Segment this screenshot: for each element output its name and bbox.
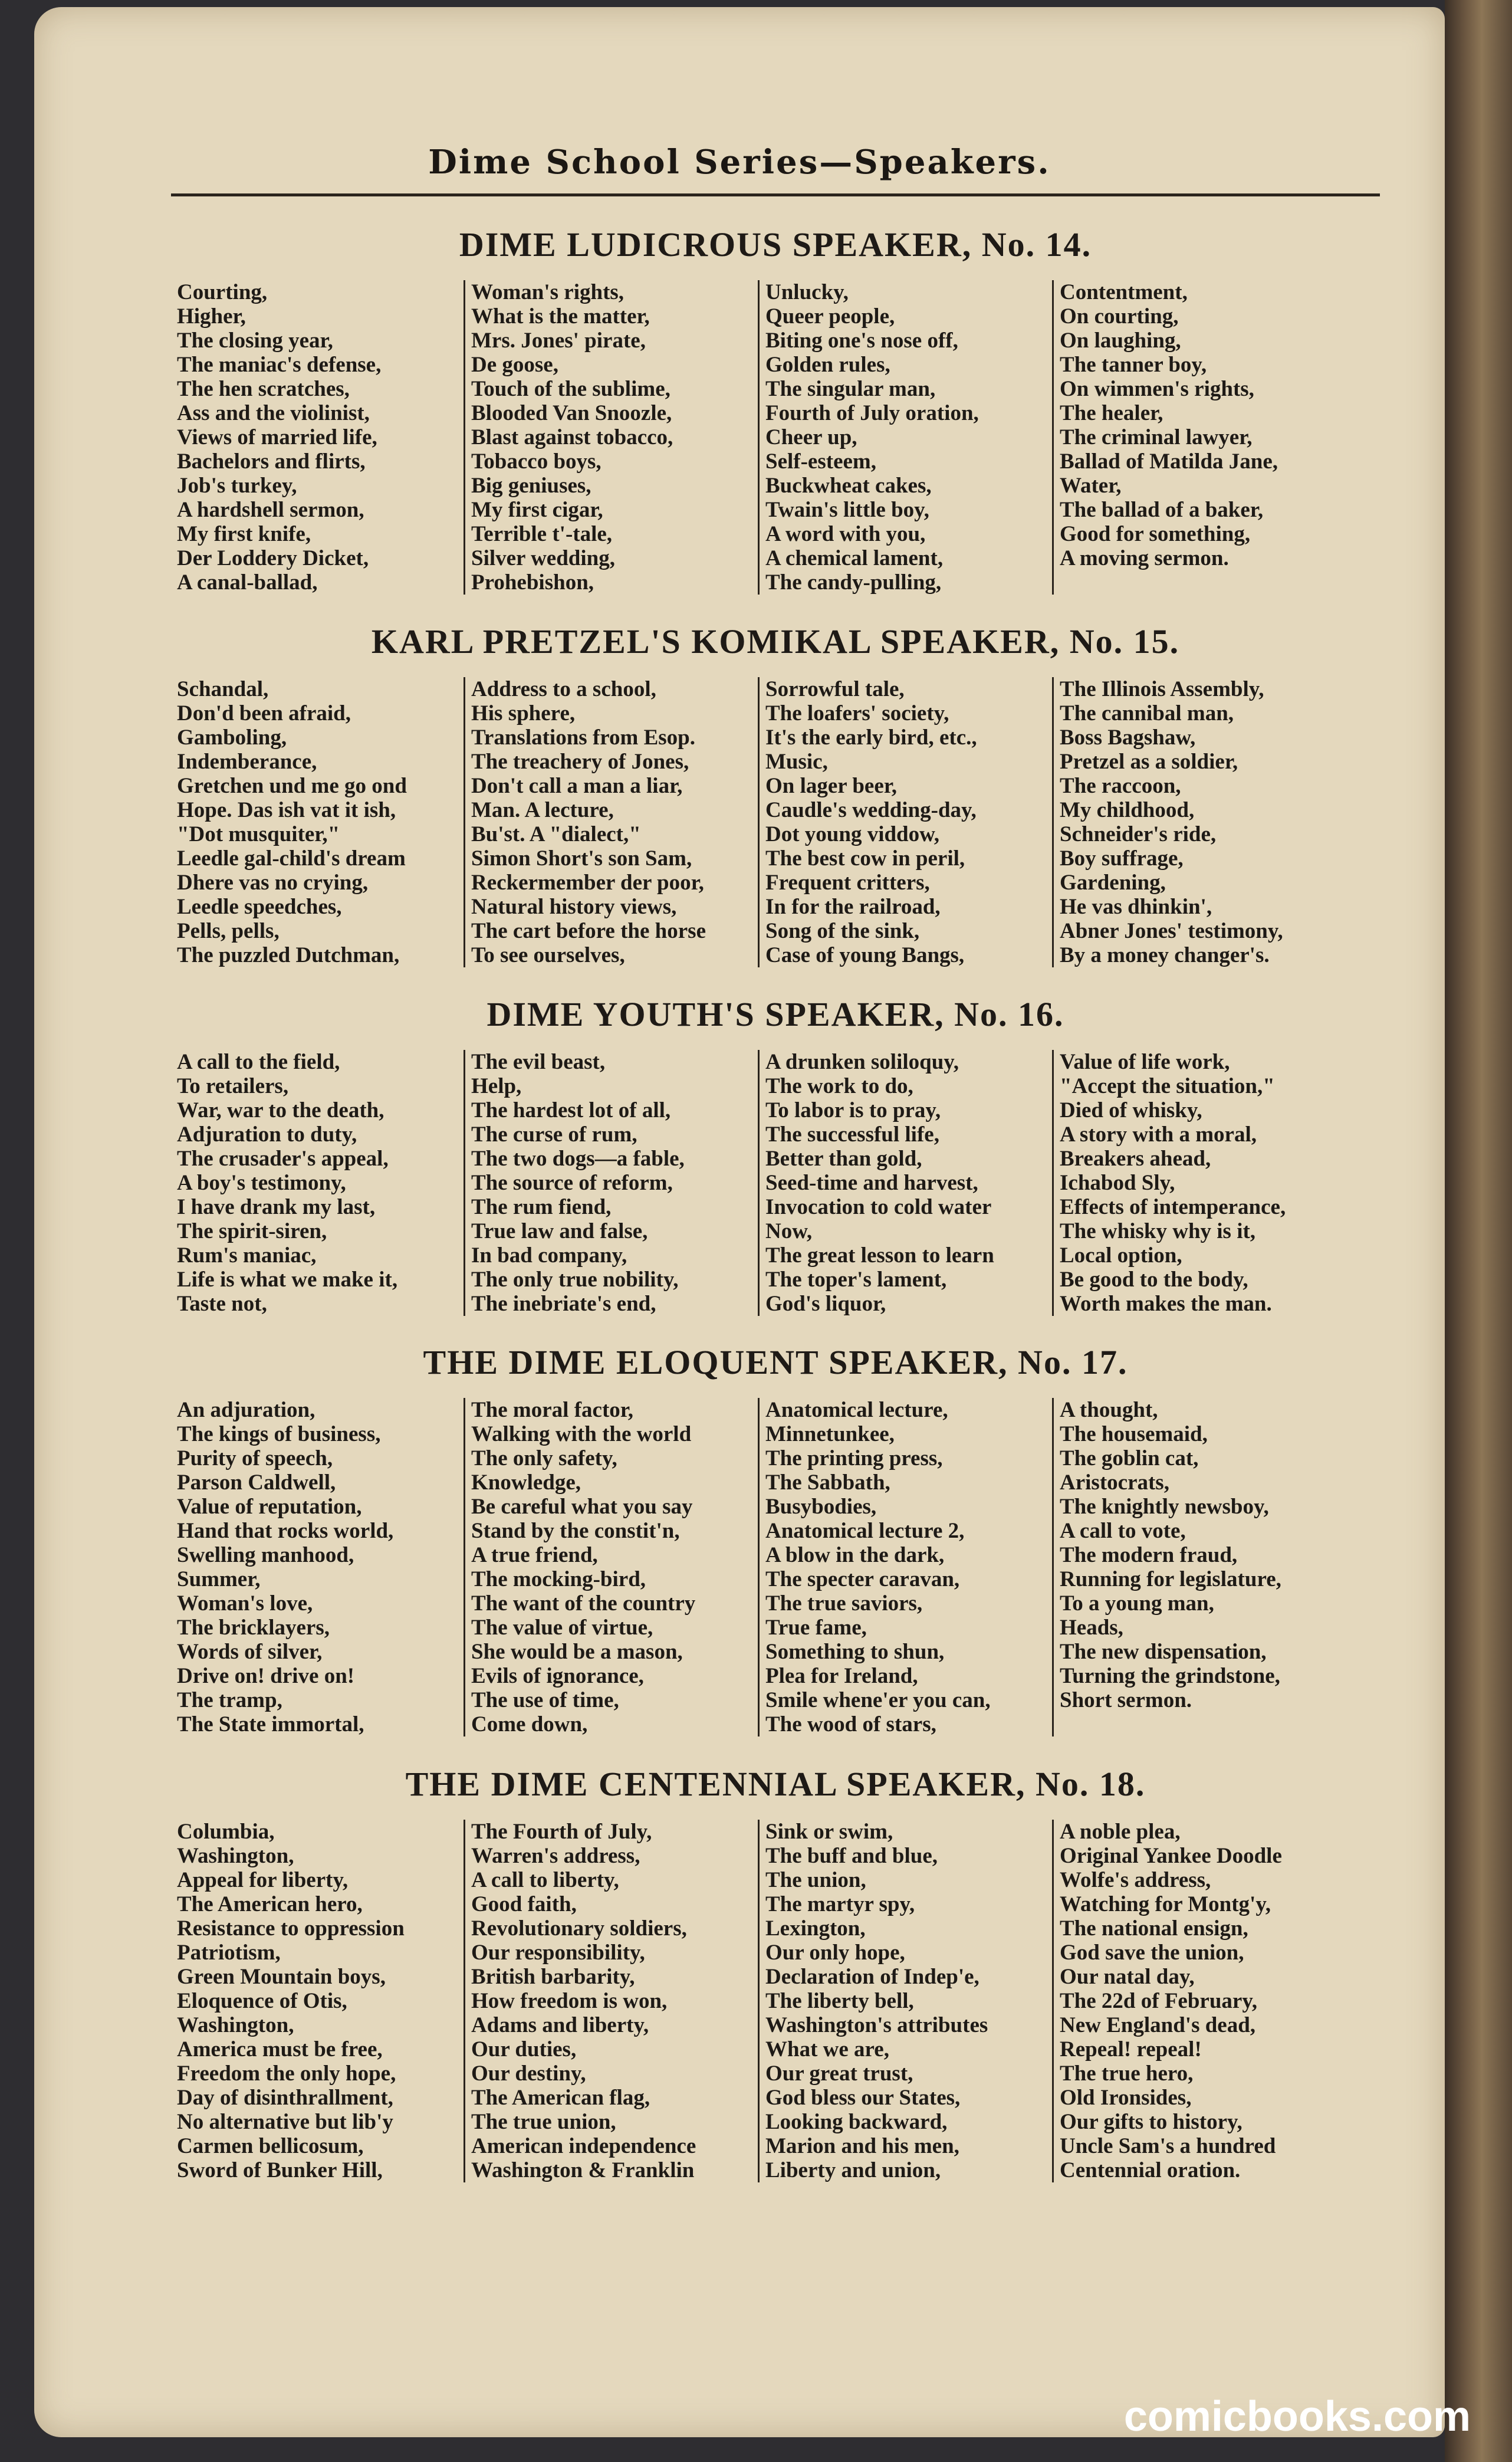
speech-title: Biting one's nose off,: [765, 329, 958, 353]
speech-title: A canal-ballad,: [177, 570, 318, 595]
speech-title: She would be a mason,: [471, 1640, 683, 1664]
speech-title: Pretzel as a soldier,: [1060, 750, 1238, 774]
speech-title: Be good to the body,: [1060, 1268, 1248, 1292]
speech-title: Der Loddery Dicket,: [177, 546, 369, 570]
speech-title: American independence: [471, 2134, 696, 2158]
speech-title: Our great trust,: [765, 2061, 913, 2086]
watermark: comicbooks.com: [1123, 2393, 1471, 2440]
speech-title: Original Yankee Doodle: [1060, 1844, 1282, 1868]
speech-title: Our natal day,: [1060, 1965, 1195, 1989]
speech-title: Dhere vas no crying,: [177, 871, 369, 895]
speech-title: An adjuration,: [177, 1398, 315, 1422]
speech-title: Indemberance,: [177, 750, 317, 774]
column-2: [464, 677, 758, 967]
speech-title: The tanner boy,: [1060, 353, 1207, 377]
speech-title: The Fourth of July,: [471, 1820, 652, 1844]
speech-title: The inebriate's end,: [471, 1292, 656, 1316]
speech-title: Woman's rights,: [471, 280, 624, 304]
speech-title: Drive on! drive on!: [177, 1664, 355, 1688]
speech-title: Invocation to cold water: [765, 1195, 992, 1219]
speech-title: Day of disinthrallment,: [177, 2086, 393, 2110]
column-3: [758, 1050, 1052, 1316]
speech-title: The national ensign,: [1060, 1916, 1248, 1941]
speech-title: Our gifts to history,: [1060, 2110, 1243, 2134]
speech-title: Washington's attributes: [765, 2013, 988, 2037]
speech-title: Adjuration to duty,: [177, 1122, 357, 1147]
header-rule: [171, 193, 1380, 196]
speech-title: The printing press,: [765, 1446, 943, 1470]
speech-title: The housemaid,: [1060, 1422, 1208, 1446]
speech-title: A word with you,: [765, 522, 926, 546]
speech-title: It's the early bird, etc.,: [765, 726, 977, 750]
speech-title: Taste not,: [177, 1292, 267, 1316]
speech-title: Gamboling,: [177, 726, 287, 750]
speech-title: Breakers ahead,: [1060, 1147, 1211, 1171]
speech-title: To retailers,: [177, 1074, 289, 1098]
speech-title: Freedom the only hope,: [177, 2061, 396, 2086]
speech-title: God's liquor,: [765, 1292, 886, 1316]
speech-title: Cheer up,: [765, 425, 857, 449]
series-title: Dime School Series—Speakers.: [428, 143, 1051, 182]
speech-title: Don'd been afraid,: [177, 701, 351, 726]
speech-title: Declaration of Indep'e,: [765, 1965, 979, 1989]
speech-title: The specter caravan,: [765, 1567, 960, 1591]
speech-title: The maniac's defense,: [177, 353, 382, 377]
speech-title: A blow in the dark,: [765, 1543, 945, 1567]
speech-title: De goose,: [471, 353, 558, 377]
speech-title: Good faith,: [471, 1892, 577, 1916]
speech-title: The true hero,: [1060, 2061, 1194, 2086]
speech-title: On wimmen's rights,: [1060, 377, 1254, 401]
column-3: [758, 1820, 1052, 2182]
speech-title: The criminal lawyer,: [1060, 425, 1253, 449]
speech-title: A story with a moral,: [1060, 1122, 1257, 1147]
speech-title: God bless our States,: [765, 2086, 961, 2110]
speech-title: Queer people,: [765, 304, 895, 329]
speech-title: Bachelors and flirts,: [177, 449, 366, 474]
speech-title: On lager beer,: [765, 774, 898, 798]
speech-title: The successful life,: [765, 1122, 939, 1147]
speech-title: The raccoon,: [1060, 774, 1181, 798]
speech-title: The wood of stars,: [765, 1712, 936, 1736]
speech-title: The cannibal man,: [1060, 701, 1234, 726]
speech-title: Ass and the violinist,: [177, 401, 370, 425]
speech-title: A boy's testimony,: [177, 1171, 346, 1195]
speech-title: Reckermember der poor,: [471, 871, 704, 895]
speech-title: Abner Jones' testimony,: [1060, 919, 1283, 943]
speech-title: Natural history views,: [471, 895, 677, 919]
speech-title: Leedle speedches,: [177, 895, 342, 919]
speech-title: Sink or swim,: [765, 1820, 893, 1844]
section-youths-speaker: [171, 991, 1380, 1316]
section-columns: [171, 677, 1380, 967]
speech-title: A hardshell sermon,: [177, 498, 364, 522]
speech-title: The Sabbath,: [765, 1470, 890, 1495]
speech-title: The 22d of February,: [1060, 1989, 1258, 2013]
speech-title: The knightly newsboy,: [1060, 1495, 1269, 1519]
speech-title: Now,: [765, 1219, 813, 1243]
speech-title: The work to do,: [765, 1074, 913, 1098]
speech-title: Wolfe's address,: [1060, 1868, 1211, 1892]
speech-title: Minnetunkee,: [765, 1422, 895, 1446]
speech-title: His sphere,: [471, 701, 576, 726]
speech-title: The only true nobility,: [471, 1268, 679, 1292]
speech-title: Blooded Van Snoozle,: [471, 401, 672, 425]
speech-title: Adams and liberty,: [471, 2013, 649, 2037]
section-columns: [171, 1820, 1380, 2182]
speech-title: Lexington,: [765, 1916, 866, 1941]
speech-title: Green Mountain boys,: [177, 1965, 386, 1989]
section-columns: [171, 280, 1380, 595]
speech-title: True law and false,: [471, 1219, 648, 1243]
speech-title: The buff and blue,: [765, 1844, 938, 1868]
speech-title: In for the railroad,: [765, 895, 941, 919]
speech-title: Golden rules,: [765, 353, 890, 377]
speech-title: Song of the sink,: [765, 919, 920, 943]
column-2: [464, 1050, 758, 1316]
speech-title: Eloquence of Otis,: [177, 1989, 347, 2013]
speech-title: A chemical lament,: [765, 546, 944, 570]
speech-title: Centennial oration.: [1060, 2158, 1241, 2182]
speech-title: The mocking-bird,: [471, 1567, 646, 1591]
speech-title: Anatomical lecture,: [765, 1398, 948, 1422]
speech-title: Dot young viddow,: [765, 822, 940, 846]
speech-title: "Accept the situation,": [1060, 1074, 1275, 1098]
speech-title: The two dogs—a fable,: [471, 1147, 685, 1171]
speech-title: The cart before the horse: [471, 919, 706, 943]
speech-title: Hand that rocks world,: [177, 1519, 394, 1543]
speech-title: What we are,: [765, 2037, 889, 2061]
speech-title: Marion and his men,: [765, 2134, 959, 2158]
speech-title: British barbarity,: [471, 1965, 635, 1989]
speech-title: A drunken soliloquy,: [765, 1050, 959, 1074]
speech-title: The hen scratches,: [177, 377, 350, 401]
speech-title: Pells, pells,: [177, 919, 280, 943]
speech-title: A moving sermon.: [1060, 546, 1229, 570]
speech-title: To a young man,: [1060, 1591, 1214, 1616]
speech-title: Job's turkey,: [177, 474, 297, 498]
speech-title: Ballad of Matilda Jane,: [1060, 449, 1278, 474]
speech-title: Self-esteem,: [765, 449, 876, 474]
speech-title: Mrs. Jones' pirate,: [471, 329, 646, 353]
speech-title: Washington & Franklin: [471, 2158, 695, 2182]
speech-title: The treachery of Jones,: [471, 750, 689, 774]
speech-title: The evil beast,: [471, 1050, 606, 1074]
speech-title: The great lesson to learn: [765, 1243, 994, 1268]
speech-title: The Illinois Assembly,: [1060, 677, 1264, 701]
speech-title: The moral factor,: [471, 1398, 634, 1422]
speech-title: Plea for Ireland,: [765, 1664, 918, 1688]
speech-title: A noble plea,: [1060, 1820, 1181, 1844]
speech-title: The puzzled Dutchman,: [177, 943, 400, 967]
speech-title: The only safety,: [471, 1446, 617, 1470]
speech-title: Warren's address,: [471, 1844, 640, 1868]
speech-title: Our destiny,: [471, 2061, 586, 2086]
speech-title: Looking backward,: [765, 2110, 948, 2134]
speech-title: Revolutionary soldiers,: [471, 1916, 687, 1941]
column-1: [171, 677, 464, 967]
speech-title: The want of the country: [471, 1591, 696, 1616]
speech-title: Silver wedding,: [471, 546, 615, 570]
speech-title: The crusader's appeal,: [177, 1147, 389, 1171]
speech-title: What is the matter,: [471, 304, 650, 329]
speech-title: Turning the grindstone,: [1060, 1664, 1280, 1688]
column-1: [171, 1398, 464, 1736]
speech-title: The true saviors,: [765, 1591, 923, 1616]
speech-title: The American hero,: [177, 1892, 363, 1916]
speech-title: Heads,: [1060, 1616, 1123, 1640]
speech-title: Aristocrats,: [1060, 1470, 1169, 1495]
speech-title: Life is what we make it,: [177, 1268, 398, 1292]
speech-title: Caudle's wedding-day,: [765, 798, 977, 822]
speech-title: A true friend,: [471, 1543, 598, 1567]
speech-title: Smile whene'er you can,: [765, 1688, 991, 1712]
column-4: [1052, 1820, 1346, 2182]
speech-title: The closing year,: [177, 329, 333, 353]
speech-title: Big geniuses,: [471, 474, 591, 498]
column-3: [758, 677, 1052, 967]
speech-title: Worth makes the man.: [1060, 1292, 1272, 1316]
speech-title: Touch of the sublime,: [471, 377, 670, 401]
speech-title: The rum fiend,: [471, 1195, 612, 1219]
speech-title: Our only hope,: [765, 1941, 905, 1965]
speech-title: A call to liberty,: [471, 1868, 619, 1892]
speech-title: Resistance to oppression: [177, 1916, 405, 1941]
speech-title: Parson Caldwell,: [177, 1470, 336, 1495]
speech-title: No alternative but lib'y: [177, 2110, 393, 2134]
speech-title: The loafers' society,: [765, 701, 949, 726]
speech-title: War, war to the death,: [177, 1098, 384, 1122]
speech-title: The curse of rum,: [471, 1122, 637, 1147]
speech-title: Don't call a man a liar,: [471, 774, 683, 798]
speech-title: Patriotism,: [177, 1941, 281, 1965]
speech-title: Tobacco boys,: [471, 449, 601, 474]
speech-title: Something to shun,: [765, 1640, 945, 1664]
speech-title: Good for something,: [1060, 522, 1251, 546]
speech-title: The ballad of a baker,: [1060, 498, 1264, 522]
speech-title: Music,: [765, 750, 828, 774]
speech-title: The whisky why is it,: [1060, 1219, 1256, 1243]
speech-title: Rum's maniac,: [177, 1243, 317, 1268]
speech-title: The union,: [765, 1868, 866, 1892]
speech-title: Higher,: [177, 304, 246, 329]
speech-title: Be careful what you say: [471, 1495, 693, 1519]
speech-title: Words of silver,: [177, 1640, 323, 1664]
speech-title: Twain's little boy,: [765, 498, 929, 522]
speech-title: He vas dhinkin',: [1060, 895, 1212, 919]
speech-title: "Dot musquiter,": [177, 822, 340, 846]
column-4: [1052, 677, 1346, 967]
speech-title: The tramp,: [177, 1688, 282, 1712]
speech-title: Frequent critters,: [765, 871, 930, 895]
speech-title: Woman's love,: [177, 1591, 313, 1616]
speech-title: Sorrowful tale,: [765, 677, 905, 701]
speech-title: The true union,: [471, 2110, 616, 2134]
speech-title: My first knife,: [177, 522, 311, 546]
speech-title: New England's dead,: [1060, 2013, 1256, 2037]
speech-title: The martyr spy,: [765, 1892, 915, 1916]
speech-title: The spirit-siren,: [177, 1219, 327, 1243]
speech-title: Effects of intemperance,: [1060, 1195, 1286, 1219]
section-komikal-speaker: [171, 618, 1380, 967]
speech-title: I have drank my last,: [177, 1195, 376, 1219]
section-heading: DIME YOUTH'S SPEAKER, No. 16.: [487, 995, 1064, 1033]
speech-title: Courting,: [177, 280, 268, 304]
speech-title: The hardest lot of all,: [471, 1098, 671, 1122]
speech-title: The liberty bell,: [765, 1989, 914, 2013]
speech-title: Purity of speech,: [177, 1446, 333, 1470]
speech-title: Water,: [1060, 474, 1122, 498]
speech-title: The use of time,: [471, 1688, 619, 1712]
speech-title: Died of whisky,: [1060, 1098, 1202, 1122]
speech-title: Summer,: [177, 1567, 261, 1591]
section-heading: DIME LUDICROUS SPEAKER, No. 14.: [459, 225, 1092, 264]
section-heading: THE DIME CENTENNIAL SPEAKER, No. 18.: [405, 1765, 1146, 1803]
speech-title: Prohebishon,: [471, 570, 594, 595]
speech-title: The singular man,: [765, 377, 936, 401]
speech-title: On laughing,: [1060, 329, 1181, 353]
speech-title: Address to a school,: [471, 677, 656, 701]
section-eloquent-speaker: [171, 1339, 1380, 1736]
speech-title: The modern fraud,: [1060, 1543, 1238, 1567]
column-4: [1052, 280, 1346, 595]
column-1: [171, 1050, 464, 1316]
speech-title: Value of reputation,: [177, 1495, 362, 1519]
speech-title: How freedom is won,: [471, 1989, 668, 2013]
speech-title: Running for legislature,: [1060, 1567, 1281, 1591]
speech-title: The source of reform,: [471, 1171, 673, 1195]
speech-title: The value of virtue,: [471, 1616, 653, 1640]
speech-title: Gretchen und me go ond: [177, 774, 407, 798]
speech-title: In bad company,: [471, 1243, 627, 1268]
section-columns: [171, 1050, 1380, 1316]
speech-title: Fourth of July oration,: [765, 401, 979, 425]
speech-title: Hope. Das ish vat it ish,: [177, 798, 396, 822]
speech-title: Man. A lecture,: [471, 798, 614, 822]
speech-title: The goblin cat,: [1060, 1446, 1199, 1470]
speech-title: God save the union,: [1060, 1941, 1244, 1965]
speech-title: Come down,: [471, 1712, 588, 1736]
speech-title: Sword of Bunker Hill,: [177, 2158, 383, 2182]
speech-title: Repeal! repeal!: [1060, 2037, 1202, 2061]
column-1: [171, 1820, 464, 2182]
speech-title: A call to vote,: [1060, 1519, 1186, 1543]
speech-title: Gardening,: [1060, 871, 1166, 895]
speech-title: My childhood,: [1060, 798, 1195, 822]
speech-title: Anatomical lecture 2,: [765, 1519, 965, 1543]
speech-title: Ichabod Sly,: [1060, 1171, 1175, 1195]
speech-title: Boss Bagshaw,: [1060, 726, 1196, 750]
column-1: [171, 280, 464, 595]
column-2: [464, 1398, 758, 1736]
speech-title: A call to the field,: [177, 1050, 340, 1074]
speech-title: Boy suffrage,: [1060, 846, 1184, 871]
speech-title: Walking with the world: [471, 1422, 692, 1446]
speech-title: Swelling manhood,: [177, 1543, 354, 1567]
speech-title: Local option,: [1060, 1243, 1182, 1268]
book-spine: [1445, 0, 1512, 2462]
speech-title: Old Ironsides,: [1060, 2086, 1192, 2110]
speech-title: Leedle gal-child's dream: [177, 846, 406, 871]
speech-title: Knowledge,: [471, 1470, 581, 1495]
speech-title: Bu'st. A "dialect,": [471, 822, 641, 846]
speech-title: Columbia,: [177, 1820, 275, 1844]
speech-title: Appeal for liberty,: [177, 1868, 349, 1892]
speech-title: Translations from Esop.: [471, 726, 695, 750]
speech-title: The kings of business,: [177, 1422, 381, 1446]
speech-title: Our duties,: [471, 2037, 577, 2061]
speech-title: Stand by the constit'n,: [471, 1519, 680, 1543]
speech-title: True fame,: [765, 1616, 867, 1640]
speech-title: Uncle Sam's a hundred: [1060, 2134, 1276, 2158]
column-2: [464, 280, 758, 595]
speech-title: Case of young Bangs,: [765, 943, 965, 967]
speech-title: A thought,: [1060, 1398, 1158, 1422]
speech-title: Help,: [471, 1074, 522, 1098]
speech-title: Contentment,: [1060, 280, 1188, 304]
speech-title: Washington,: [177, 1844, 294, 1868]
speech-title: To labor is to pray,: [765, 1098, 941, 1122]
section-columns: [171, 1398, 1380, 1736]
speech-title: Simon Short's son Sam,: [471, 846, 692, 871]
speech-title: Views of married life,: [177, 425, 377, 449]
speech-title: Seed-time and harvest,: [765, 1171, 978, 1195]
speech-title: Carmen bellicosum,: [177, 2134, 364, 2158]
column-2: [464, 1820, 758, 2182]
section-heading: THE DIME ELOQUENT SPEAKER, No. 17.: [423, 1343, 1128, 1381]
speech-title: Evils of ignorance,: [471, 1664, 644, 1688]
speech-title: The best cow in peril,: [765, 846, 965, 871]
speech-title: Schneider's ride,: [1060, 822, 1217, 846]
section-centennial-speaker: [171, 1761, 1380, 2182]
speech-title: Washington,: [177, 2013, 294, 2037]
speech-title: Blast against tobacco,: [471, 425, 673, 449]
section-heading: KARL PRETZEL'S KOMIKAL SPEAKER, No. 15.: [371, 622, 1180, 661]
speech-title: America must be free,: [177, 2037, 383, 2061]
speech-title: Short sermon.: [1060, 1688, 1192, 1712]
column-4: [1052, 1398, 1346, 1736]
speech-title: The State immortal,: [177, 1712, 364, 1736]
speech-title: Unlucky,: [765, 280, 849, 304]
speech-title: Buckwheat cakes,: [765, 474, 932, 498]
speech-title: The bricklayers,: [177, 1616, 330, 1640]
column-3: [758, 280, 1052, 595]
speech-title: The candy-pulling,: [765, 570, 942, 595]
speech-title: To see ourselves,: [471, 943, 625, 967]
speech-title: Better than gold,: [765, 1147, 922, 1171]
speech-title: Busybodies,: [765, 1495, 877, 1519]
speech-title: Value of life work,: [1060, 1050, 1230, 1074]
speech-title: Our responsibility,: [471, 1941, 645, 1965]
speech-title: My first cigar,: [471, 498, 603, 522]
speech-title: The American flag,: [471, 2086, 650, 2110]
speech-title: By a money changer's.: [1060, 943, 1270, 967]
speech-title: Schandal,: [177, 677, 269, 701]
speech-title: Liberty and union,: [765, 2158, 941, 2182]
speech-title: The healer,: [1060, 401, 1163, 425]
speech-title: Watching for Montg'y,: [1060, 1892, 1271, 1916]
speech-title: The toper's lament,: [765, 1268, 947, 1292]
column-4: [1052, 1050, 1346, 1316]
speech-title: On courting,: [1060, 304, 1179, 329]
section-ludicrous-speaker: [171, 221, 1380, 595]
speech-title: The new dispensation,: [1060, 1640, 1267, 1664]
speech-title: Terrible t'-tale,: [471, 522, 613, 546]
column-3: [758, 1398, 1052, 1736]
